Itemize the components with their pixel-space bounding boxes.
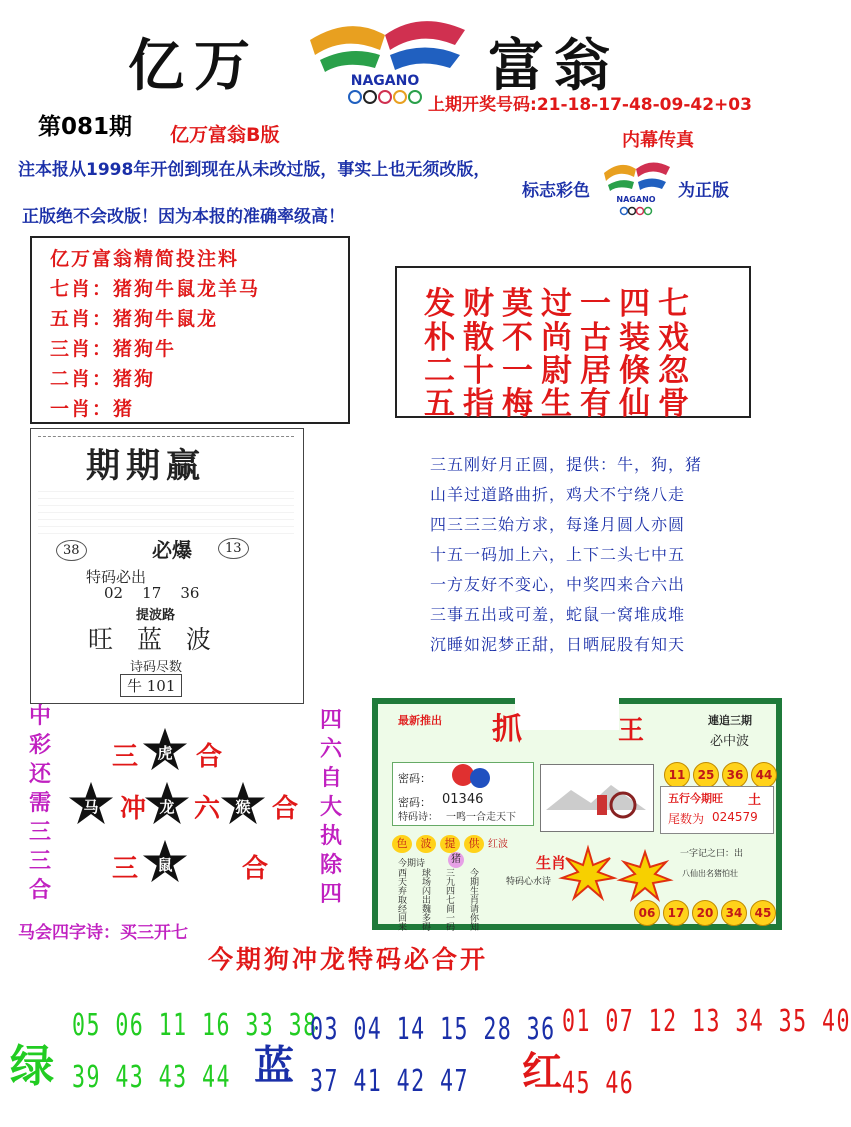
balls-top (664, 762, 780, 788)
notice-line2: 正版绝不会改版！因为本报的准确率级高！ (22, 207, 345, 227)
blue-row: 03 04 14 15 28 36 (310, 1012, 556, 1047)
number-ball: 34 (721, 900, 747, 926)
number-ball: 17 (663, 900, 689, 926)
number-ball: 45 (750, 900, 776, 926)
tag: 提 (440, 835, 460, 853)
panel-special: 特码心水诗 (506, 877, 552, 887)
grid-char: 合 (196, 742, 223, 772)
vchar: 需 (28, 791, 51, 816)
grid-char: 三 (112, 742, 139, 772)
five-elem-label: 五行今期旺 (668, 792, 723, 805)
scan-num-right: 13 (218, 538, 249, 559)
number-ball: 25 (693, 762, 719, 788)
poem-col: 西天弃取经回来 (398, 869, 408, 933)
code-label-2: 密码： (398, 796, 431, 809)
verse-line: 四三三三始方求，每逢月圆人亦圆 (430, 515, 686, 534)
star-label: 龙 (159, 798, 175, 816)
vchar: 执 (319, 824, 342, 849)
tag: 波 (416, 835, 436, 853)
vchar: 合 (28, 878, 51, 903)
blue-label: 蓝 (254, 1043, 294, 1089)
grid-char: 六 (194, 794, 221, 824)
last-draw (428, 90, 752, 115)
panel-streak: 連追三期 (708, 714, 752, 727)
balls-bottom (634, 900, 779, 926)
picks-line: 二肖：猪狗 (50, 368, 156, 390)
last-draw-numbers: 21-18-17-48-09-42+03 (536, 95, 752, 115)
picks-line: 三肖：猪狗牛 (50, 338, 177, 360)
poem-label: 特码诗： (398, 812, 438, 823)
issue-number: 第081期 (38, 114, 133, 140)
vchar: 大 (319, 795, 342, 820)
tag: 色 (392, 835, 412, 853)
poem-col: 球场闪出魏多碍 (422, 869, 432, 933)
tag: 供 (464, 835, 484, 853)
verse-line: 十五一码加上六，上下二头七中五 (430, 545, 686, 564)
number-ball: 11 (664, 762, 690, 788)
star-label: 猴 (235, 798, 251, 816)
logo-note-left: 标志彩色 (522, 181, 590, 201)
panel-big2: 王 (618, 716, 645, 746)
scan-title: 期期赢 (86, 446, 206, 486)
tail-label: 尾数为 (668, 812, 705, 826)
ball-icon (470, 768, 490, 788)
green-row: 39 43 43 44 (72, 1060, 231, 1095)
verse-line: 三五刚好月正圆，提供：牛，狗，猪 (430, 455, 703, 474)
grid-char: 合 (242, 854, 269, 884)
panel-shengxiao: 生肖 (536, 854, 567, 872)
panel-latest: 最新推出 (398, 714, 442, 727)
scan-divider (38, 436, 294, 437)
pig-tag: 猪 (448, 852, 464, 868)
scan-bottom: 牛 101 (120, 674, 182, 697)
logo-note-right: 为正版 (678, 181, 729, 201)
headline: 今期狗冲龙特码必合开 (208, 945, 489, 974)
scan-nums: 02 17 36 (104, 584, 200, 602)
star-label: 虎 (157, 744, 173, 762)
vchar: 彩 (28, 733, 51, 758)
vchar: 六 (319, 737, 342, 762)
red-label: 红 (522, 1049, 562, 1095)
poem-col: 三九四七间一码 (446, 869, 456, 933)
number-ball: 44 (751, 762, 777, 788)
number-ball: 06 (634, 900, 660, 926)
fax-label: 内幕传真 (622, 130, 694, 151)
grid-char: 三 (112, 854, 139, 884)
scan-label-c: 提波路 (136, 608, 176, 623)
last-draw-label: 上期开奖号码: (428, 95, 537, 115)
tail-value: 024579 (712, 810, 758, 824)
vchar: 还 (28, 762, 51, 787)
illustration (540, 764, 654, 832)
horse-poem: 马会四字诗：买三开七 (18, 923, 188, 943)
green-label: 绿 (10, 1041, 54, 1092)
panel-must-wave: 必中波 (710, 734, 750, 749)
star-label: 鼠 (157, 856, 173, 874)
red-row: 01 07 12 13 34 35 40 (562, 1004, 851, 1039)
riddle: 一字记之曰：出 (680, 849, 744, 859)
scan-wave: 旺 蓝 波 (88, 625, 219, 654)
scan-must: 必爆 (152, 538, 192, 562)
vchar: 自 (319, 766, 342, 791)
right-vertical-text (318, 706, 344, 909)
scan-label-b: 特码必出 (86, 568, 147, 586)
poem-line: 朴散不尚古装戏 (424, 320, 697, 356)
code-label: 密码： (398, 772, 431, 785)
left-vertical-text (27, 702, 53, 905)
red-row: 45 46 (562, 1066, 635, 1101)
title-left: 亿万 (128, 33, 260, 99)
grid-char: 冲 (120, 794, 147, 824)
tag-red-wave: 红波 (488, 839, 508, 850)
burst-icon (562, 848, 614, 900)
poem-value: 一鸣一合走天下 (446, 812, 516, 823)
picks-line: 一肖：猪 (50, 398, 135, 420)
poem-line: 发财莫过一四七 (424, 286, 697, 322)
small-logo (596, 155, 676, 217)
logo-text: NAGANO (350, 73, 420, 89)
grid-char: 合 (272, 794, 299, 824)
five-elem-value: 土 (748, 793, 762, 808)
poem-line: 二十一尉居倏忽 (424, 353, 697, 389)
star-label: 马 (83, 798, 99, 816)
poem-line: 五指梅生有仙骨 (424, 386, 697, 422)
verse-line: 一方友好不变心，中奖四来合六出 (430, 575, 686, 594)
picks-line: 七肖：猪狗牛鼠龙羊马 (50, 278, 261, 300)
scan-noise (38, 490, 294, 540)
verse-line: 沉睡如泥梦正甜，日晒屁股有知天 (430, 635, 686, 654)
picks-line: 五肖：猪狗牛鼠龙 (50, 308, 219, 330)
vchar: 三 (28, 820, 51, 845)
scan-num-left: 38 (56, 540, 87, 561)
vchar: 除 (319, 853, 342, 878)
panel-notch (515, 690, 619, 730)
panel-big1: 抓 (492, 712, 522, 747)
poem-columns (398, 869, 518, 933)
poem-col: 今期生肖请你知 (470, 869, 480, 933)
verse-line: 山羊过道路曲折，鸡犬不宁绕八走 (430, 485, 686, 504)
vchar: 四 (319, 708, 342, 733)
number-ball: 20 (692, 900, 718, 926)
tag-row (392, 832, 508, 853)
notice-line1: 注本报从1998年开创到现在从未改过版，事实上也无须改版， (18, 160, 491, 180)
dog-icon (620, 852, 670, 900)
number-ball: 36 (722, 762, 748, 788)
code-value: 01346 (442, 792, 484, 807)
vchar: 三 (28, 849, 51, 874)
scan-label-d: 诗码尽数 (130, 660, 183, 675)
green-row: 05 06 11 16 33 38 (72, 1008, 318, 1043)
vchar: 四 (319, 882, 342, 907)
edition-label: 亿万富翁B版 (170, 124, 280, 146)
verse-line: 三事五出或可羞，蛇鼠一窝堆成堆 (430, 605, 686, 624)
picks-title: 亿万富翁精简投注料 (50, 248, 240, 270)
title-right: 富翁 (488, 33, 620, 99)
small-logo-text: NAGANO (616, 195, 656, 204)
col-today: 今期诗 (398, 859, 426, 869)
bottom-note: 八仙出名猪怕壮 (682, 869, 738, 878)
blue-row: 37 41 42 47 (310, 1064, 469, 1099)
vchar: 中 (28, 704, 51, 729)
